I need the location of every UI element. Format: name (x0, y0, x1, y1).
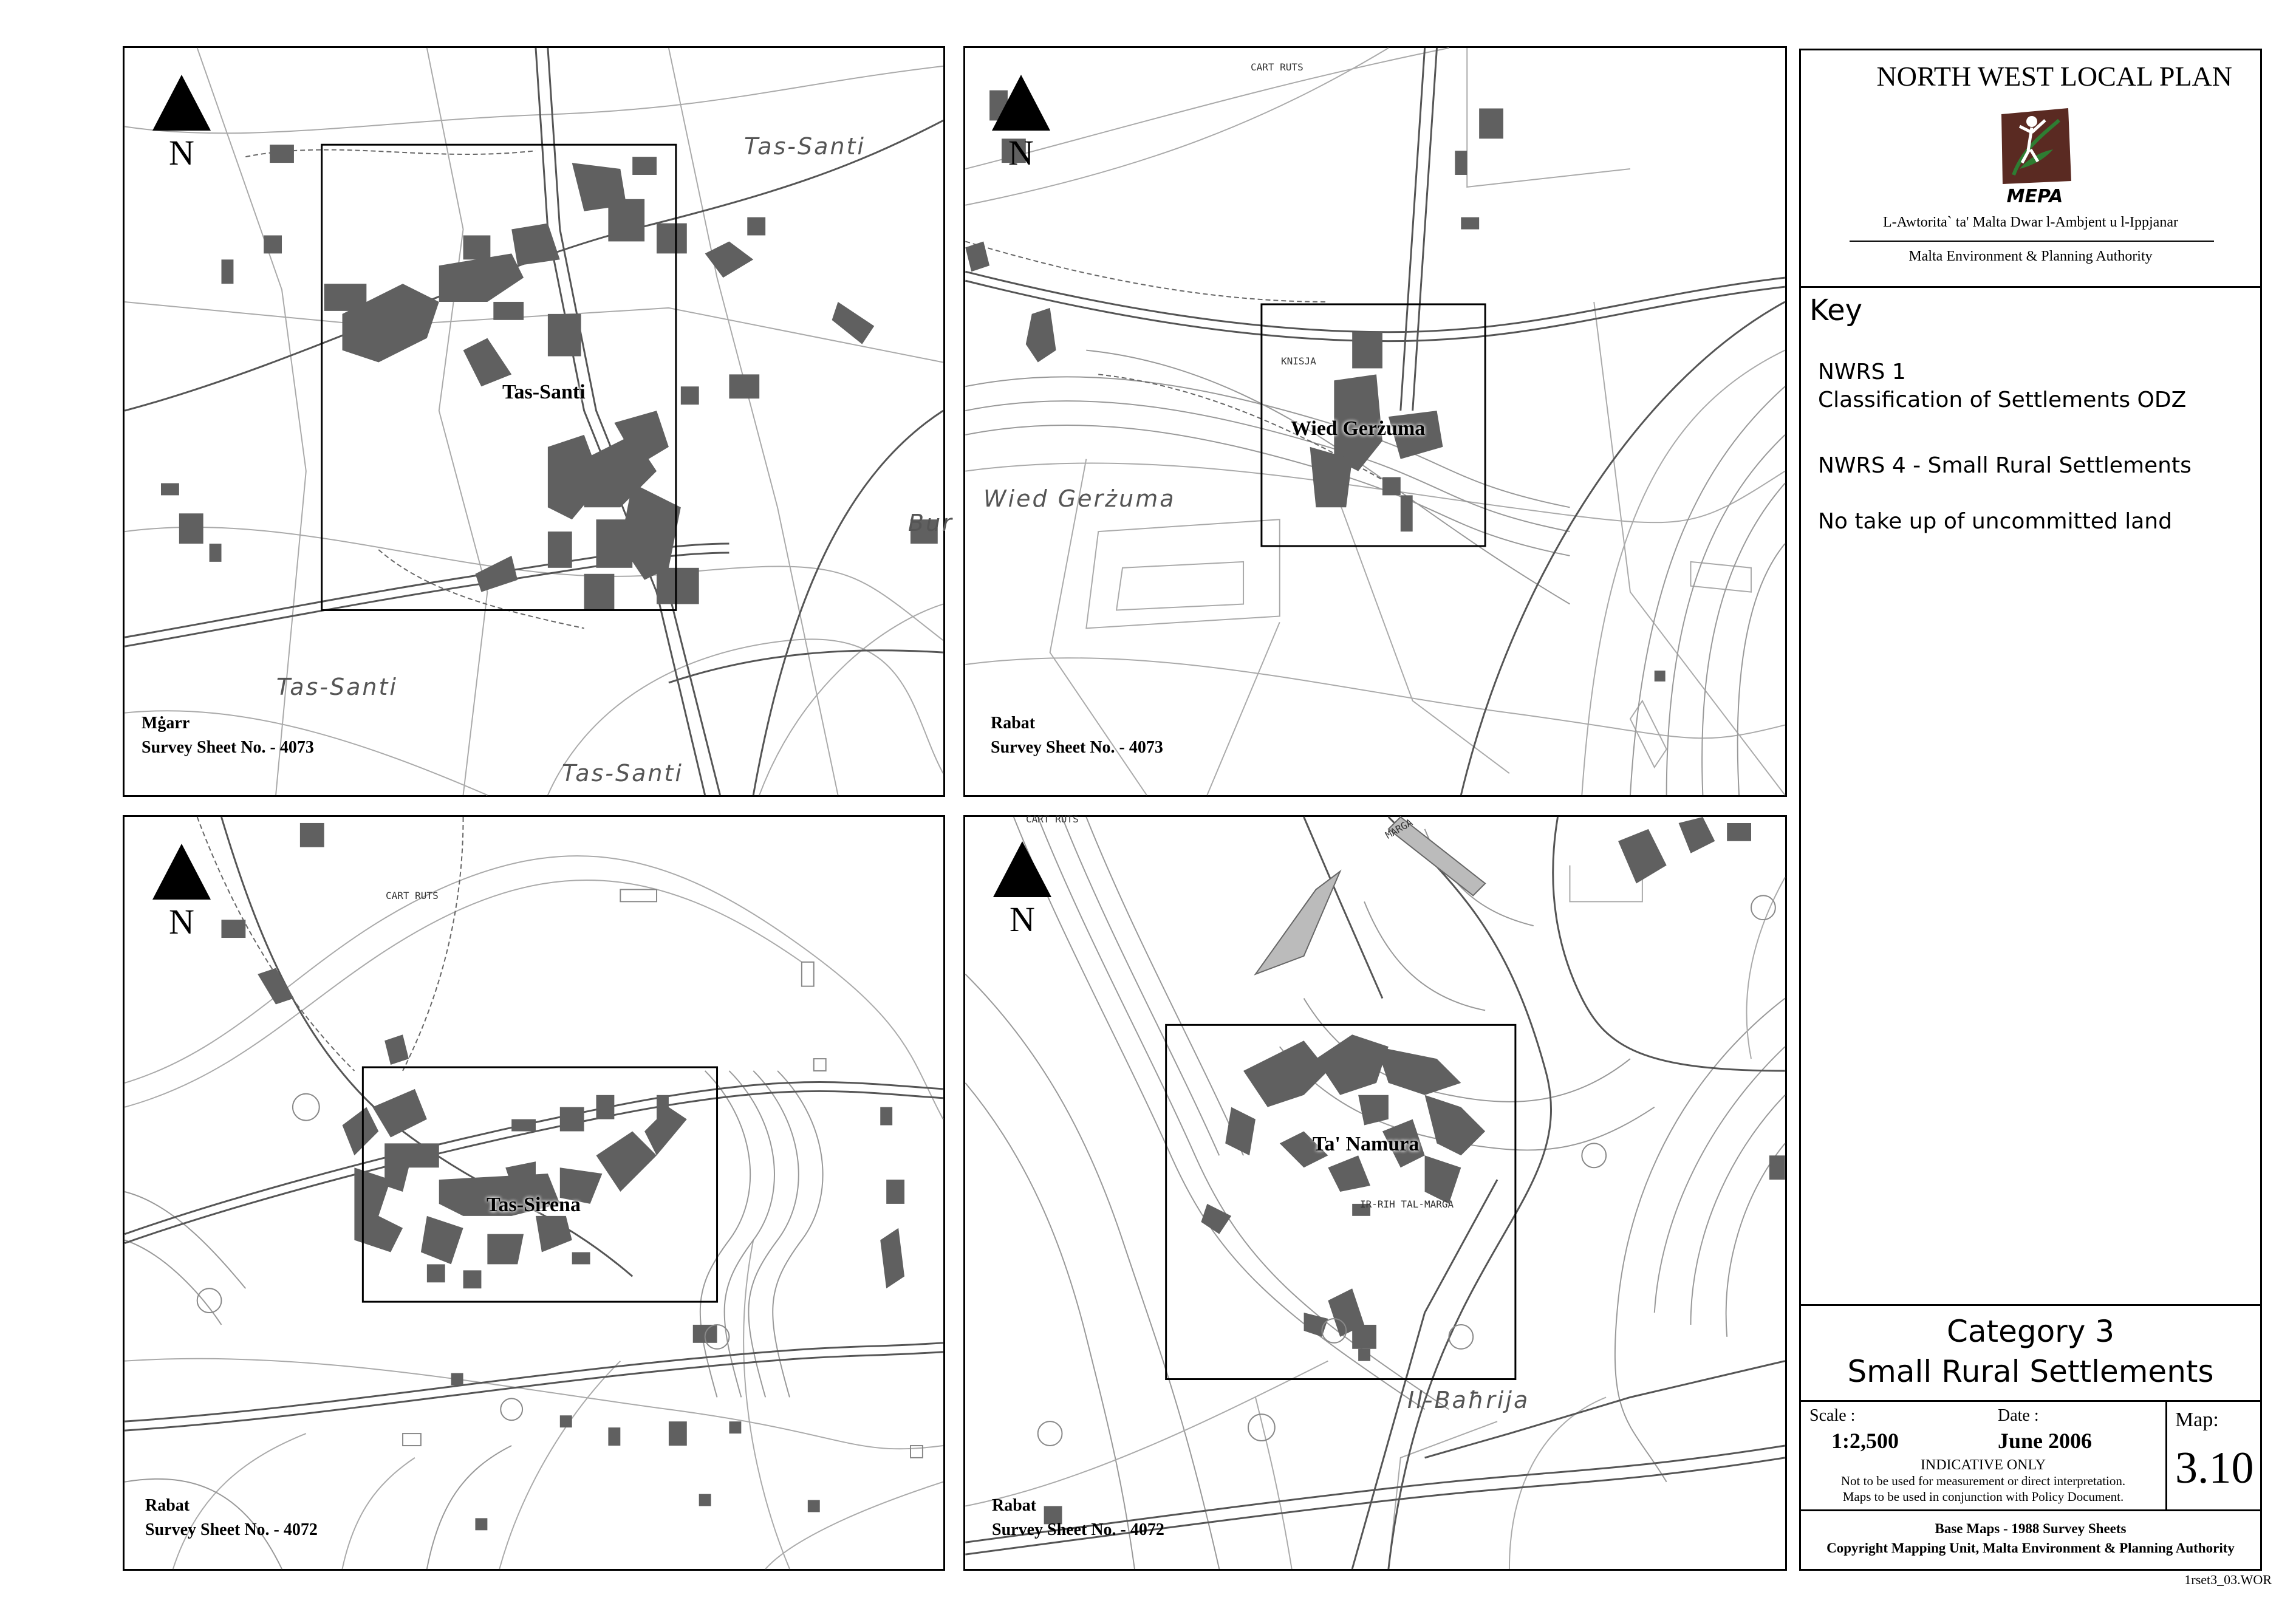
map-panel-ta-namura (963, 815, 1787, 1571)
north-arrow-icon (152, 75, 211, 131)
north-arrow (991, 75, 1051, 172)
credits-line: Copyright Mapping Unit, Malta Environment & Planning Authority (1826, 1540, 2235, 1556)
survey-sheet-info (142, 711, 314, 760)
map-label: KNISJA (1281, 355, 1316, 367)
survey-sheet-info (145, 1494, 318, 1542)
key-title: Key (1809, 293, 1863, 327)
key-item: NWRS 4 - Small Rural Settlements (1818, 453, 2192, 478)
place-name: Wied Gerżuma (983, 485, 1176, 512)
place-name: Tas-Santi (744, 133, 866, 160)
key-item: No take up of uncommitted land (1818, 509, 2172, 534)
settlement-label: Wied Gerżuma (1291, 417, 1426, 440)
key-item: NWRS 1 (1818, 360, 1906, 384)
org-name-english: Malta Environment & Planning Authority (1908, 248, 2153, 264)
map-base (125, 48, 943, 795)
category-subtitle: Small Rural Settlements (1847, 1354, 2214, 1389)
scale-label: Scale : (1809, 1406, 1856, 1425)
file-reference: 1rset3_03.WOR (2184, 1572, 2272, 1587)
place-name: Tas-Santi (562, 760, 683, 787)
divider (1850, 241, 2214, 242)
disclaimer-title: INDICATIVE ONLY (1920, 1457, 2046, 1473)
locality-label: Rabat (145, 1496, 190, 1515)
map-label: MARGA (1383, 816, 1415, 841)
place-name: Tas-Santi (276, 674, 398, 700)
credits-line: Base Maps - 1988 Survey Sheets (1935, 1521, 2127, 1536)
map-label: CART RUTS (1026, 813, 1079, 825)
map-number-label: Map: (2175, 1409, 2219, 1431)
legend-panel (1799, 49, 2262, 1571)
north-label: N (1010, 900, 1035, 939)
map-base (965, 817, 1785, 1569)
divider (1801, 286, 2260, 288)
place-name: Il-Baħrija (1407, 1387, 1530, 1413)
divider (1801, 1304, 2260, 1306)
mepa-logo-text: MEPA (2006, 186, 2063, 207)
settlement-label: Tas-Santi (502, 381, 586, 403)
north-arrow-icon (993, 841, 1051, 897)
map-label: CART RUTS (1251, 61, 1303, 73)
sheet-number: Survey Sheet No. - 4072 (992, 1520, 1164, 1539)
north-label: N (169, 902, 194, 941)
settlement-label: Tas-Sirena (487, 1194, 581, 1216)
map-label: CART RUTS (386, 890, 439, 901)
credits (1801, 1519, 2260, 1558)
locality-label: Mġarr (142, 714, 190, 733)
plan-title: NORTH WEST LOCAL PLAN (1876, 61, 2232, 92)
scale-value: 1:2,500 (1831, 1429, 1899, 1453)
map-base (125, 817, 943, 1569)
map-number: 3.10 (2175, 1443, 2254, 1493)
sheet-number: Survey Sheet No. - 4072 (145, 1520, 318, 1539)
north-label: N (1008, 133, 1034, 173)
date-value: June 2006 (1998, 1429, 2093, 1453)
survey-sheet-info (991, 711, 1163, 760)
date-label: Date : (1998, 1406, 2039, 1425)
mepa-logo-icon (1995, 102, 2074, 208)
settlement-label: Ta' Namura (1313, 1133, 1420, 1155)
map-label: IR-RIH TAL-MARGA (1360, 1198, 1454, 1210)
divider (2165, 1400, 2167, 1509)
category-title: Category 3 (1946, 1314, 2115, 1349)
north-arrow (151, 844, 212, 941)
disclaimer-line: Not to be used for measurement or direct interpretation. (1840, 1474, 2126, 1488)
map-panel-wied-gerzuma (963, 46, 1787, 797)
disclaimer-line: Maps to be used in conjunction with Policy Document. (1842, 1489, 2124, 1504)
survey-sheet-info (992, 1494, 1164, 1542)
north-arrow (992, 841, 1053, 938)
sheet-number: Survey Sheet No. - 4073 (991, 738, 1163, 757)
locality-label: Rabat (991, 714, 1036, 733)
disclaimer (1806, 1457, 2161, 1505)
map-panel-tas-sirena (123, 815, 945, 1571)
divider (1801, 1400, 2260, 1402)
map-panel-tas-santi (123, 46, 954, 797)
north-arrow (151, 75, 212, 172)
divider (1801, 1509, 2260, 1511)
locality-label: Rabat (992, 1496, 1037, 1515)
key-item: Classification of Settlements ODZ (1818, 388, 2187, 412)
place-name: Bur (908, 510, 954, 536)
org-name-maltese: L-Awtorita` ta' Malta Dwar l-Ambjent u l-Ippjanar (1883, 214, 2178, 230)
north-arrow-icon (152, 844, 211, 900)
north-arrow-icon (992, 75, 1050, 131)
sheet-number: Survey Sheet No. - 4073 (142, 738, 314, 757)
north-label: N (169, 133, 194, 173)
